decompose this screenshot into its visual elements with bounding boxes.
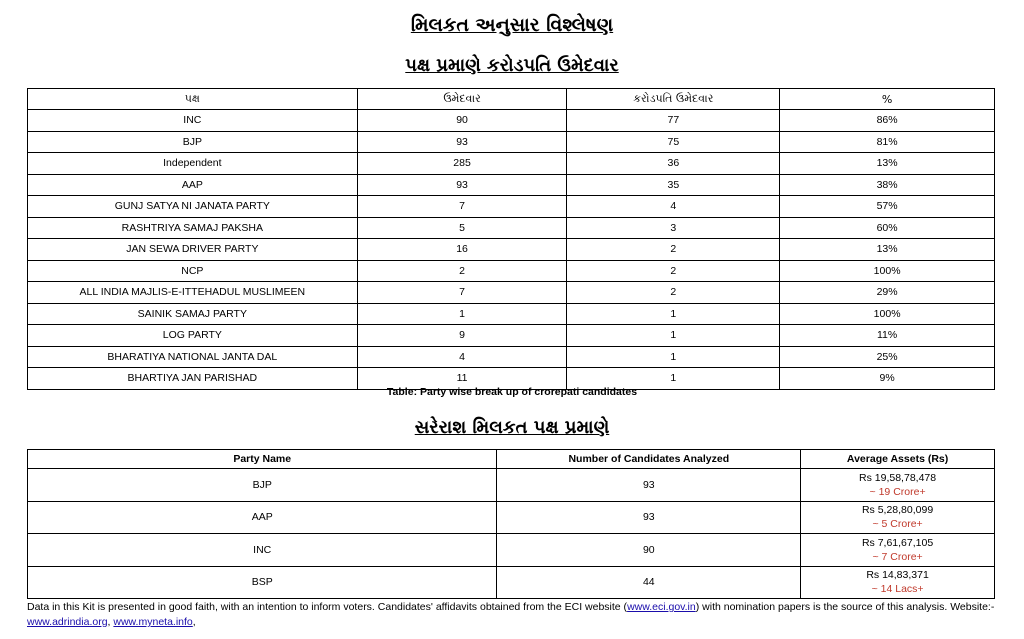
disclaimer-text: ) with nomination papers is the source of this analysis. Website:-: [695, 601, 995, 613]
header-crorepati: કરોડપતિ ઉમેદવાર: [567, 89, 780, 110]
percent-cell: 81%: [780, 131, 995, 153]
crorepati-cell: 75: [567, 131, 780, 153]
header-party-name: Party Name: [28, 450, 497, 469]
asset-approx: ~ 7 Crore+: [872, 550, 923, 563]
crorepati-cell: 1: [567, 303, 780, 325]
percent-cell: 100%: [780, 260, 995, 282]
party-cell: LOG PARTY: [28, 325, 358, 347]
percent-cell: 11%: [780, 325, 995, 347]
percent-cell: 38%: [780, 174, 995, 196]
candidates-cell: 93: [357, 131, 567, 153]
table-row: [28, 469, 995, 502]
table-row: [28, 260, 995, 282]
party-name-cell: BJP: [28, 469, 497, 502]
crorepati-cell: 1: [567, 368, 780, 390]
asset-value: Rs 19,58,78,478: [859, 471, 937, 484]
party-cell: AAP: [28, 174, 358, 196]
crorepati-cell: 2: [567, 282, 780, 304]
adr-link[interactable]: www.adrindia.org: [27, 616, 108, 628]
candidates-cell: 11: [357, 368, 567, 390]
header-party: પક્ષ: [28, 89, 358, 110]
table-row: [28, 239, 995, 261]
percent-cell: 13%: [780, 239, 995, 261]
avg-assets-section-title: સરેરાશ મિલકત પક્ષ પ્રમાણે: [414, 417, 610, 438]
table-row: [28, 196, 995, 218]
crorepati-cell: 2: [567, 239, 780, 261]
page-title: મિલકત અનુસાર વિશ્લેષણ: [410, 14, 614, 36]
disclaimer-tail: ,: [192, 616, 196, 628]
candidates-cell: 7: [357, 282, 567, 304]
table-header-row: [28, 450, 995, 469]
table-row: [28, 110, 995, 132]
candidates-cell: 93: [357, 174, 567, 196]
table-row: [28, 325, 995, 347]
myneta-link[interactable]: www.myneta.info: [113, 616, 193, 628]
candidates-cell: 285: [357, 153, 567, 175]
avg-assets-table: [27, 449, 995, 599]
crorepati-cell: 35: [567, 174, 780, 196]
percent-cell: 25%: [780, 346, 995, 368]
table-row: [28, 346, 995, 368]
table-row: [28, 303, 995, 325]
disclaimer: [27, 600, 1002, 630]
eci-link[interactable]: www.eci.gov.in: [627, 601, 696, 613]
table-row: [28, 566, 995, 599]
percent-cell: 57%: [780, 196, 995, 218]
header-candidates-analyzed: Number of Candidates Analyzed: [497, 450, 801, 469]
candidates-cell: 7: [357, 196, 567, 218]
party-cell: SAINIK SAMAJ PARTY: [28, 303, 358, 325]
candidates-cell: 5: [357, 217, 567, 239]
party-cell: BHARTIYA JAN PARISHAD: [28, 368, 358, 390]
party-cell: INC: [28, 110, 358, 132]
asset-approx: ~ 5 Crore+: [872, 518, 923, 531]
table-row: [28, 217, 995, 239]
average-assets-cell: [801, 501, 995, 534]
table-row: [28, 131, 995, 153]
percent-cell: 86%: [780, 110, 995, 132]
candidates-cell: 2: [357, 260, 567, 282]
table-row: [28, 153, 995, 175]
asset-value: Rs 5,28,80,099: [861, 504, 934, 517]
candidates-cell: 4: [357, 346, 567, 368]
candidates-cell: 16: [357, 239, 567, 261]
percent-cell: 60%: [780, 217, 995, 239]
table-row: [28, 534, 995, 567]
percent-cell: 9%: [780, 368, 995, 390]
party-cell: ALL INDIA MAJLIS-E-ITTEHADUL MUSLIMEEN: [28, 282, 358, 304]
party-cell: RASHTRIYA SAMAJ PAKSHA: [28, 217, 358, 239]
party-cell: GUNJ SATYA NI JANATA PARTY: [28, 196, 358, 218]
party-name-cell: AAP: [28, 501, 497, 534]
average-assets-cell: [801, 534, 995, 567]
crorepati-cell: 4: [567, 196, 780, 218]
candidates-cell: 1: [357, 303, 567, 325]
table-row: [28, 282, 995, 304]
header-average-assets: Average Assets (Rs): [801, 450, 995, 469]
table-caption: Table: Party wise break up of crorepati candidates: [386, 386, 638, 398]
party-name-cell: BSP: [28, 566, 497, 599]
average-assets-cell: [801, 469, 995, 502]
candidates-cell: 9: [357, 325, 567, 347]
crorepati-cell: 3: [567, 217, 780, 239]
crorepati-cell: 36: [567, 153, 780, 175]
party-cell: JAN SEWA DRIVER PARTY: [28, 239, 358, 261]
crorepati-cell: 1: [567, 346, 780, 368]
asset-approx: ~ 19 Crore+: [869, 485, 926, 498]
header-percent: %: [780, 89, 995, 110]
header-candidates: ઉમેદવાર: [357, 89, 567, 110]
party-name-cell: INC: [28, 534, 497, 567]
table-row: [28, 501, 995, 534]
average-assets-cell: [801, 566, 995, 599]
candidates-analyzed-cell: 90: [497, 534, 801, 567]
crorepati-section-title: પક્ષ પ્રમાણે કરોડપતિ ઉમેદવાર: [405, 55, 619, 76]
party-cell: NCP: [28, 260, 358, 282]
candidates-analyzed-cell: 44: [497, 566, 801, 599]
table-header-row: [28, 89, 995, 110]
asset-value: Rs 14,83,371: [866, 569, 929, 582]
candidates-analyzed-cell: 93: [497, 501, 801, 534]
crorepati-cell: 2: [567, 260, 780, 282]
candidates-cell: 90: [357, 110, 567, 132]
percent-cell: 29%: [780, 282, 995, 304]
link-separator: ,: [107, 616, 114, 628]
table-row: [28, 174, 995, 196]
asset-approx: ~ 14 Lacs+: [871, 583, 924, 596]
party-cell: Independent: [28, 153, 358, 175]
percent-cell: 13%: [780, 153, 995, 175]
party-cell: BJP: [28, 131, 358, 153]
percent-cell: 100%: [780, 303, 995, 325]
party-cell: BHARATIYA NATIONAL JANTA DAL: [28, 346, 358, 368]
disclaimer-text: Data in this Kit is presented in good faith, with an intention to inform voters. Candidates' affidavits obtained from the ECI website (: [27, 601, 628, 613]
crorepati-table: [27, 88, 995, 390]
asset-value: Rs 7,61,67,105: [861, 536, 934, 549]
crorepati-cell: 77: [567, 110, 780, 132]
crorepati-cell: 1: [567, 325, 780, 347]
candidates-analyzed-cell: 93: [497, 469, 801, 502]
